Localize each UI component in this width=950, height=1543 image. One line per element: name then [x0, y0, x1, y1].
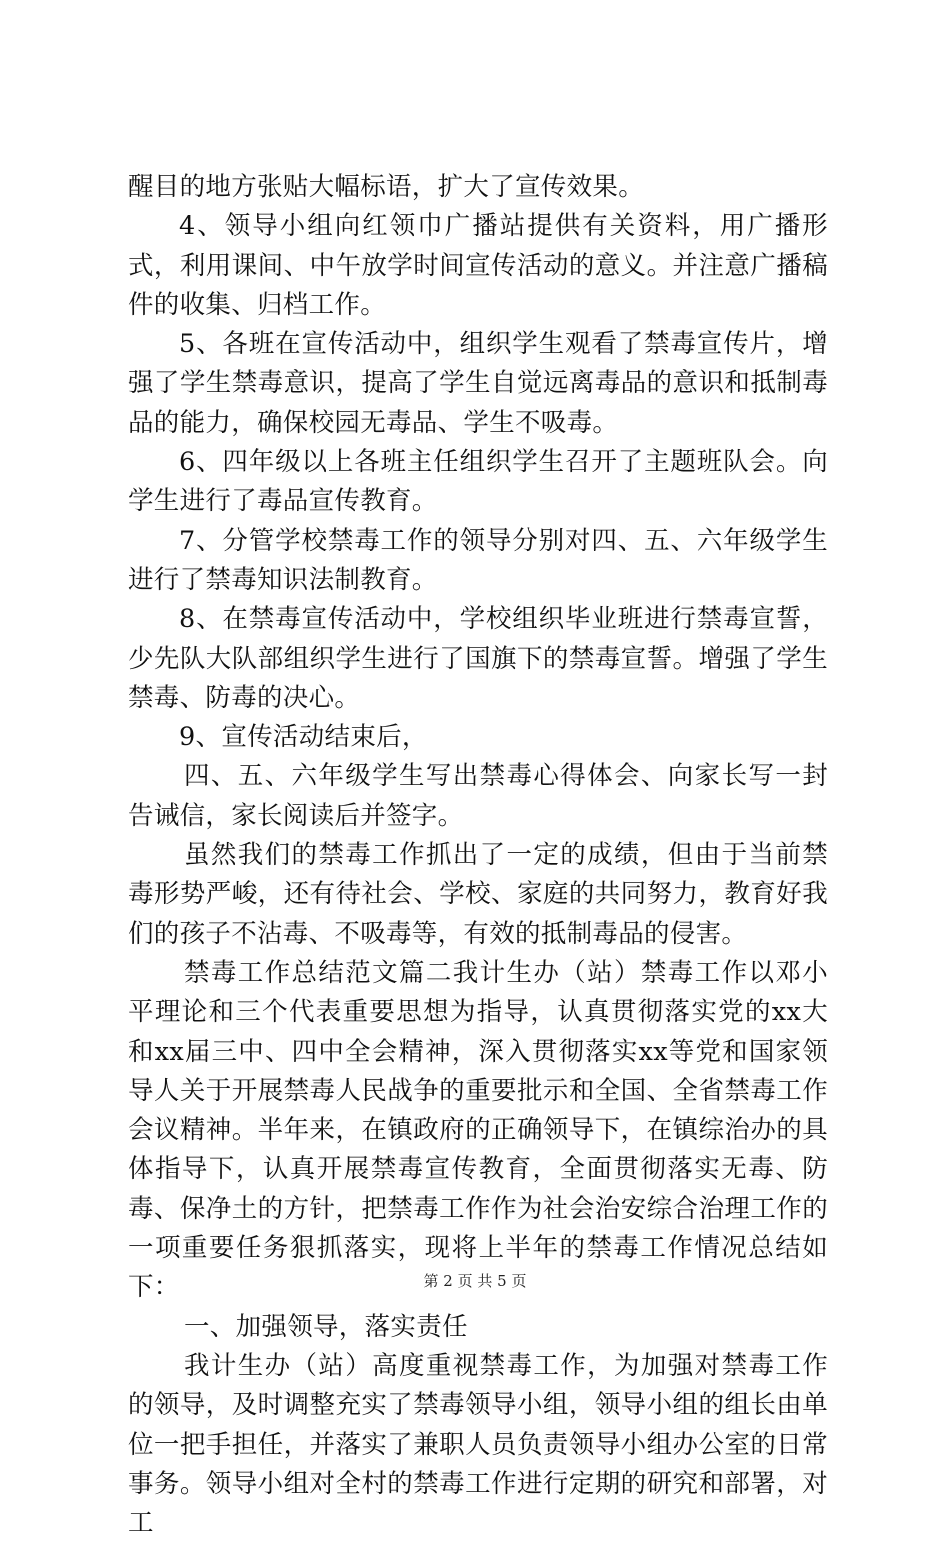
- paragraph-item-4: 4、领导小组向红领巾广播站提供有关资料，用广播形式，利用课间、中午放学时间宣传活动的意义。并注意广播稿件的收集、归档工作。: [128, 211, 828, 320]
- paragraph-item-9: 9、宣传活动结束后，: [179, 722, 428, 753]
- paragraph-letter: 四、五、六年级学生写出禁毒心得体会、向家长写一封告诫信，家长阅读后并签字。: [128, 761, 828, 831]
- paragraph-sample-two-intro: 禁毒工作总结范文篇二我计生办（站）禁毒工作以邓小平理论和三个代表重要思想为指导，认真贯彻落实党的xx大和xx届三中、四中全会精神，深入贯彻落实xx等党和国家领导人关于开展禁毒人民战争的重要批示和全国、全省禁毒工作会议精神。半年来，在镇政府的正确领导下，在镇综治办的具体指导下，认真开展禁毒宣传教育，全面贯彻落实无毒、防毒、保净土的方针，把禁毒工作作为社会治安综合治理工作的一项重要任务狠抓落实，现将上半年的禁毒工作情况总结如下：: [128, 957, 828, 1303]
- paragraph-item-5: 5、各班在宣传活动中，组织学生观看了禁毒宣传片，增强了学生禁毒意识，提高了学生自觉远离毒品的意识和抵制毒品的能力，确保校园无毒品、学生不吸毒。: [128, 329, 828, 438]
- paragraph-item-8: 8、在禁毒宣传活动中，学校组织毕业班进行禁毒宣誓，少先队大队部组织学生进行了国旗下的禁毒宣誓。增强了学生禁毒、防毒的决心。: [128, 604, 828, 713]
- section-heading-1: 一、加强领导，落实责任: [184, 1311, 468, 1342]
- paragraph-leadership: 我计生办（站）高度重视禁毒工作，为加强对禁毒工作的领导，及时调整充实了禁毒领导小组，领导小组的组长由单位一把手担任，并落实了兼职人员负责领导小组办公室的日常事务。领导小组对全村的禁毒工作进行定期的研究和部署，对工: [128, 1350, 828, 1539]
- page-number-footer: 第 2 页 共 5 页: [423, 1272, 527, 1290]
- document-body: [128, 168, 828, 1543]
- paragraph-continuation: 醒目的地方张贴大幅标语，扩大了宣传效果。: [128, 172, 645, 202]
- paragraph-item-7: 7、分管学校禁毒工作的领导分别对四、五、六年级学生进行了禁毒知识法制教育。: [128, 525, 828, 595]
- paragraph-conclusion: 虽然我们的禁毒工作抓出了一定的成绩，但由于当前禁毒形势严峻，还有待社会、学校、家庭的共同努力，教育好我们的孩子不沾毒、不吸毒等，有效的抵制毒品的侵害。: [128, 840, 828, 949]
- paragraph-item-6: 6、四年级以上各班主任组织学生召开了主题班队会。向学生进行了毒品宣传教育。: [128, 447, 828, 517]
